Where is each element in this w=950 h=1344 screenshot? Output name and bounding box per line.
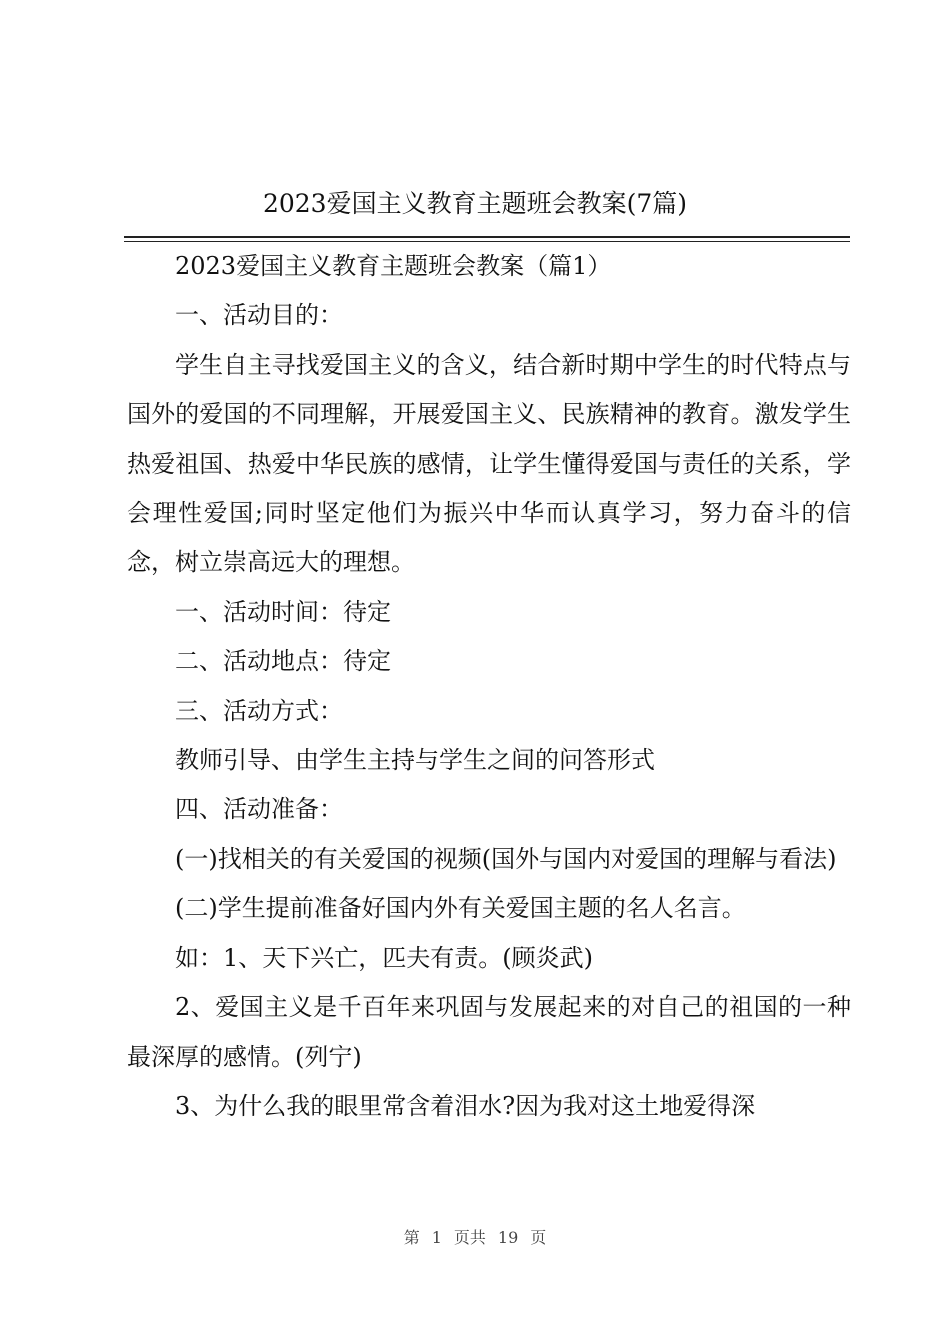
paragraph: 3、为什么我的眼里常含着泪水?因为我对这土地爱得深: [175, 1091, 756, 1120]
current-page-number: 1: [431, 1228, 442, 1247]
paragraph: (二)学生提前准备好国内外有关爱国主题的名人名言。: [175, 894, 746, 923]
total-pages-number: 19: [497, 1228, 519, 1247]
paragraph: 四、活动准备：: [175, 795, 343, 824]
page-label-suffix: 页: [530, 1228, 547, 1247]
paragraph: 三、活动方式：: [175, 696, 343, 725]
document-title: 2023爱国主义教育主题班会教案(7篇): [262, 189, 688, 218]
paragraph: 一、活动目的：: [175, 301, 343, 330]
page-footer: [0, 1226, 950, 1250]
paragraph: 教师引导、由学生主持与学生之间的问答形式: [175, 746, 655, 775]
paragraph: 学生自主寻找爱国主义的含义，结合新时期中学生的时代特点与国外的爱国的不同理解，开展爱国主义、民族精神的教育。激发学生热爱祖国、热爱中华民族的感情，让学生懂得爱国与责任的关系，学会理性爱国;同时坚定他们为振兴中华而认真学习，努力奋斗的信念，树立崇高远大的理想。: [127, 350, 851, 577]
paragraph: 2、爱国主义是千百年来巩固与发展起来的对自己的祖国的一种最深厚的感情。(列宁): [127, 993, 851, 1071]
section-heading: 2023爱国主义教育主题班会教案（篇1）: [175, 252, 612, 280]
paragraph: 如：1、天下兴亡，匹夫有责。(顾炎武): [175, 943, 593, 972]
title-divider-thick: [124, 236, 850, 238]
paragraph: (一)找相关的有关爱国的视频(国外与国内对爱国的理解与看法): [175, 844, 837, 873]
page-label-prefix: 第: [403, 1228, 420, 1247]
paragraph: 一、活动时间：待定: [175, 597, 391, 626]
page-label-middle: 页共: [453, 1228, 486, 1247]
document-body: [127, 242, 851, 1131]
paragraph: 二、活动地点：待定: [175, 647, 391, 676]
